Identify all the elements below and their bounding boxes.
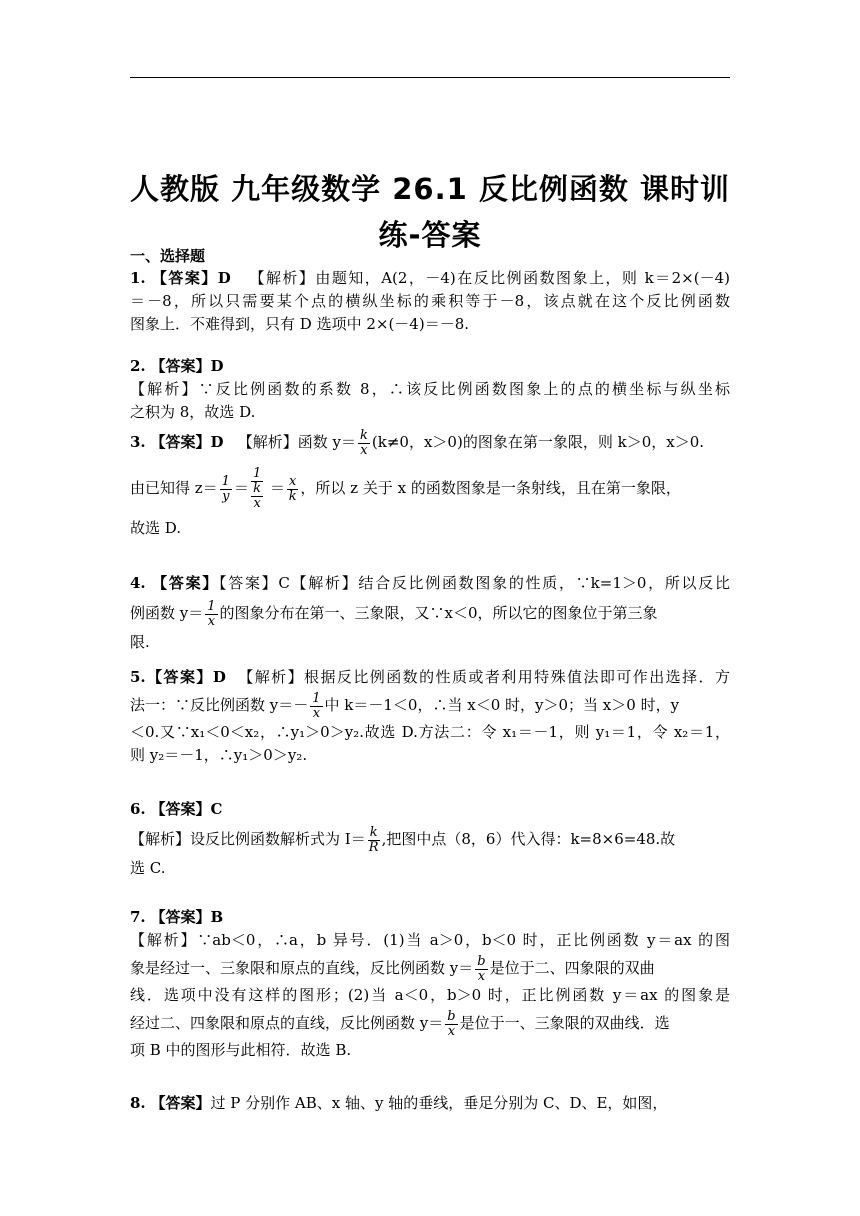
explanation-text: 由已知得 z＝ — [130, 479, 218, 497]
explanation-text: 【解析】∵反比例函数的系数 8，∴该反比例函数图象上的点的横坐标与纵坐标 — [130, 380, 730, 398]
answer-label: 【答案】C — [150, 800, 223, 818]
fraction-b-over-x: $\frac{b}{x}$ — [477, 953, 486, 984]
explanation-text: 象是经过一、三象限和原点的直线，反比例函数 y＝ — [130, 959, 474, 977]
explanation-text: 【答案】C【解析】结合反比例函数图象的性质，∵k=1＞0，所以反比 — [219, 574, 730, 592]
question-number: 5. — [130, 668, 146, 686]
question-2 — [130, 355, 730, 424]
question-number: 4. — [130, 574, 146, 592]
explanation-text: 是位于二、四象限的双曲 — [489, 959, 655, 977]
explanation-text: 中 k＝－1＜0，∴当 x＜0 时，y＞0；当 x＞0 时，y — [324, 696, 680, 714]
fraction-k-over-R: $\frac{k}{R}$ — [368, 824, 379, 855]
question-6 — [130, 798, 730, 880]
question-number: 3. — [130, 433, 146, 451]
question-1 — [130, 267, 730, 336]
question-number: 1. — [130, 269, 146, 287]
question-7 — [130, 906, 730, 1062]
explanation-text: 过 P 分别作 AB、x 轴、y 轴的垂线，垂足分别为 C、D、E，如图， — [210, 1094, 668, 1112]
header-rule — [130, 77, 730, 78]
explanation-text: ，所以 z 关于 x 的函数图象是一条射线，且在第一象限， — [300, 479, 681, 497]
question-4 — [130, 572, 730, 654]
explanation-text: ＜0.又∵x₁＜0＜x₂，∴y₁＞0＞y₂.故选 D.方法二：令 x₁＝－1，则 y₁＝1，令 x₂＝1， — [130, 723, 730, 741]
explanation-text: 图象上．不难得到，只有 D 选项中 2×(－4)＝－8. — [130, 315, 470, 333]
explanation-text: 选 C. — [130, 859, 166, 877]
explanation-text: 【解析】∵ab＜0，∴a，b 异号．(1)当 a＞0，b＜0 时，正比例函数 y＝ax 的图 — [130, 931, 730, 949]
explanation-text: ,把图中点（8，6）代入得：k=8×6=48.故 — [381, 830, 676, 848]
question-3 — [130, 425, 730, 540]
explanation-text: 【解析】根据反比例函数的性质或者利用特殊值法即可作出选择．方 — [238, 668, 730, 686]
fraction-b-over-x: $\frac{b}{x}$ — [447, 1008, 456, 1039]
explanation-text: 之积为 8，故选 D. — [130, 403, 256, 421]
fraction-k-over-x: $\frac{k}{x}$ — [360, 427, 368, 458]
explanation-text: ＝－8，所以只需要某个点的横纵坐标的乘积等于－8，该点就在这个反比例函数 — [130, 292, 730, 310]
answer-label: 【答案】D — [150, 433, 224, 451]
fraction-x-over-k: $\frac{x}{k}$ — [288, 473, 297, 504]
page-title — [130, 166, 730, 258]
fraction-1-over-y: $\frac{1}{y}$ — [221, 473, 230, 504]
answer-label: 【答案】D — [150, 357, 224, 375]
question-number: 7. — [130, 908, 146, 926]
question-number: 6. — [130, 800, 146, 818]
explanation-text: (k≠0，x＞0)的图象在第一象限，则 k＞0，x＞0. — [371, 433, 705, 451]
explanation-text: 项 B 中的图形与此相符．故选 B. — [130, 1041, 352, 1059]
answer-label: 【答案】 — [152, 574, 220, 592]
fraction-1-over-k-over-x: 1 k x — [252, 466, 262, 511]
title-line-1: 人教版 九年级数学 26.1 反比例函数 课时训 — [130, 172, 730, 206]
explanation-text: 【解析】设反比例函数解析式为 I＝ — [130, 830, 366, 848]
section-heading: 一、选择题 — [130, 247, 206, 265]
answer-label: 【答案】D — [145, 668, 226, 686]
explanation-text: 则 y₂＝－1，∴y₁＞0＞y₂. — [130, 746, 308, 764]
question-8 — [130, 1092, 730, 1115]
explanation-text: 的图象分布在第一、三象限，又∵x＜0，所以它的图象位于第三象 — [219, 604, 658, 622]
explanation-text: 线．选项中没有这样的图形；(2)当 a＜0，b＞0 时，正比例函数 y＝ax 的图象是 — [130, 986, 730, 1004]
fraction-1-over-x: $\frac{1}{x}$ — [207, 598, 216, 629]
question-number: 2. — [130, 357, 146, 375]
question-number: 8. — [130, 1094, 146, 1112]
title-line-2: 练-答案 — [378, 218, 482, 252]
explanation-text: ＝ — [270, 479, 286, 497]
answer-label: 【答案】 — [150, 1094, 211, 1112]
explanation-text: 【解析】由题知，A(2，－4)在反比例函数图象上，则 k＝2×(－4) — [249, 269, 730, 287]
explanation-text: 【解析】函数 y＝ — [237, 433, 357, 451]
explanation-text: 故选 D. — [130, 519, 182, 537]
question-5 — [130, 666, 730, 767]
explanation-text: 经过二、四象限和原点的直线，反比例函数 y＝ — [130, 1014, 444, 1032]
explanation-text: 限. — [130, 633, 150, 651]
answer-label: 【答案】D — [151, 269, 231, 287]
explanation-text: 例函数 y＝ — [130, 604, 204, 622]
explanation-text: 是位于一、三象限的双曲线．选 — [459, 1014, 670, 1032]
explanation-text: ＝ — [233, 479, 249, 497]
explanation-text: 法一：∵反比例函数 y＝－ — [130, 696, 309, 714]
answer-label: 【答案】B — [150, 908, 224, 926]
fraction-1-over-x: $\frac{1}{x}$ — [312, 690, 321, 721]
